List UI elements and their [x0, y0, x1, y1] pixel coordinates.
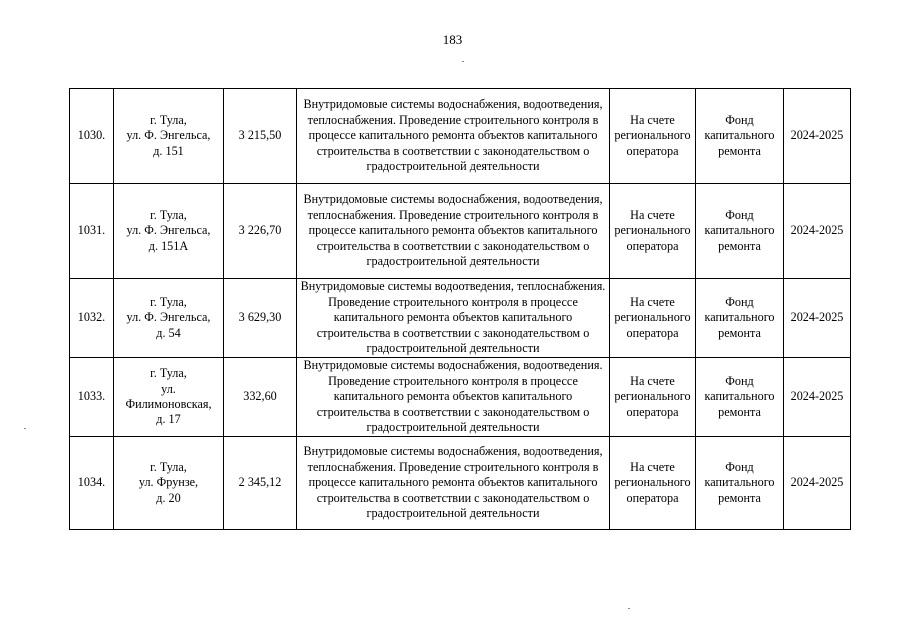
period-cell: 2024-2025: [784, 358, 851, 437]
fund-cell: Фонд капитального ремонта: [696, 437, 784, 530]
table-row: [70, 89, 851, 184]
account-cell: На счете регионального оператора: [610, 358, 696, 437]
scan-speck: [24, 428, 26, 429]
table-row: [70, 184, 851, 279]
page-number: 183: [442, 32, 463, 47]
period-cell: 2024-2025: [784, 184, 851, 279]
fund-cell: Фонд капитального ремонта: [696, 89, 784, 184]
area-cell: 332,60: [224, 358, 297, 437]
work-description-cell: Внутридомовые системы водоснабжения, водоотведения, теплоснабжения. Проведение строительного контроля в процессе капитального ремонта объектов капитального строительства в соответствии с законодательством о градостроительной деятельности: [297, 184, 610, 279]
fund-cell: Фонд капитального ремонта: [696, 358, 784, 437]
period-cell: 2024-2025: [784, 279, 851, 358]
account-cell: На счете регионального оператора: [610, 89, 696, 184]
fund-cell: Фонд капитального ремонта: [696, 184, 784, 279]
scan-speck: [628, 608, 630, 609]
area-cell: 3 629,30: [224, 279, 297, 358]
area-cell: 3 226,70: [224, 184, 297, 279]
period-cell: 2024-2025: [784, 437, 851, 530]
account-cell: На счете регионального оператора: [610, 184, 696, 279]
fund-cell: Фонд капитального ремонта: [696, 279, 784, 358]
work-description-cell: Внутридомовые системы водоснабжения, водоотведения, теплоснабжения. Проведение строительного контроля в процессе капитального ремонта объектов капитального строительства в соответствии с законодательством о градостроительной деятельности: [297, 89, 610, 184]
work-description-cell: Внутридомовые системы водоснабжения, водоотведения. Проведение строительного контроля в процессе капитального ремонта объектов капитального строительства в соответствии с законодательством о градостроительной деятельности: [297, 358, 610, 437]
row-number: 1032.: [70, 279, 114, 358]
row-number: 1030.: [70, 89, 114, 184]
table-row: [70, 279, 851, 358]
address-cell: г. Тула, ул. Ф. Энгельса, д. 151: [114, 89, 224, 184]
address-cell: г. Тула, ул. Фрунзе, д. 20: [114, 437, 224, 530]
area-cell: 3 215,50: [224, 89, 297, 184]
work-description-cell: Внутридомовые системы водоснабжения, водоотведения, теплоснабжения. Проведение строительного контроля в процессе капитального ремонта объектов капитального строительства в соответствии с законодательством о градостроительной деятельности: [297, 437, 610, 530]
area-cell: 2 345,12: [224, 437, 297, 530]
address-cell: г. Тула, ул. Ф. Энгельса, д. 151А: [114, 184, 224, 279]
repair-register-table: [69, 88, 851, 530]
table-row: [70, 358, 851, 437]
address-cell: г. Тула, ул. Филимоновская, д. 17: [114, 358, 224, 437]
period-cell: 2024-2025: [784, 89, 851, 184]
address-cell: г. Тула, ул. Ф. Энгельса, д. 54: [114, 279, 224, 358]
work-description-cell: Внутридомовые системы водоотведения, теплоснабжения. Проведение строительного контроля в процессе капитального ремонта объектов капитального строительства в соответствии с законодательством о градостроительной деятельности: [297, 279, 610, 358]
scan-speck: [462, 61, 464, 62]
row-number: 1031.: [70, 184, 114, 279]
row-number: 1033.: [70, 358, 114, 437]
row-number: 1034.: [70, 437, 114, 530]
table-row: [70, 437, 851, 530]
account-cell: На счете регионального оператора: [610, 437, 696, 530]
account-cell: На счете регионального оператора: [610, 279, 696, 358]
